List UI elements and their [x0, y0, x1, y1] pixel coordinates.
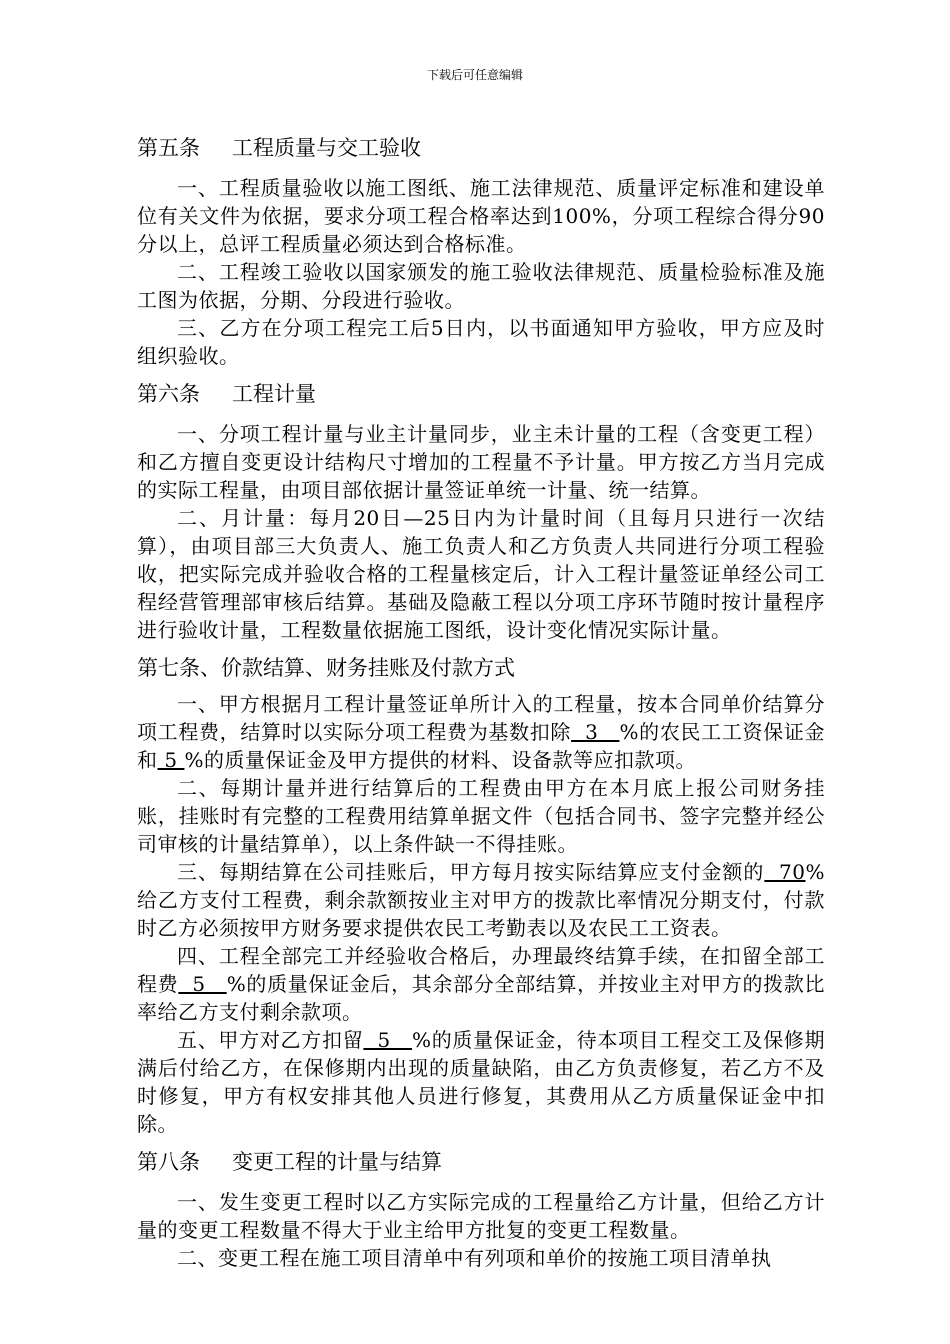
text: 四、工程全部完工并经验收合格后，办理最终结算手续，在扣留全部工程费 [137, 944, 825, 996]
filled-blank: 5 [178, 972, 227, 996]
section-heading [137, 374, 825, 414]
filled-blank: 5 [363, 1028, 412, 1052]
text: %的质量保证金及甲方提供的材料、设备款等应扣款项。 [184, 748, 696, 772]
text: 五、甲方对乙方扣留 [177, 1028, 364, 1052]
section-number: 第五条 [137, 136, 200, 160]
paragraph [137, 1026, 825, 1138]
paragraph: 二、每期计量并进行结算后的工程费由甲方在本月底上报公司财务挂账，挂账时有完整的工程费用结算单据文件（包括合同书、签字完整并经公司审核的计量结算单），以上条件缺一不得挂账。 [137, 776, 825, 856]
filled-blank: 5 [157, 748, 185, 772]
section-7 [137, 648, 825, 1138]
filled-blank: 70 [764, 860, 806, 884]
paragraph: 三、乙方在分项工程完工后5日内，以书面通知甲方验收，甲方应及时组织验收。 [137, 316, 825, 368]
paragraph: 一、分项工程计量与业主计量同步，业主未计量的工程（含变更工程）和乙方擅自变更设计结构尺寸增加的工程量不予计量。甲方按乙方当月完成的实际工程量，由项目部依据计量签证单统一计量、统一结算。 [137, 422, 825, 502]
section-title: 工程计量 [232, 382, 316, 406]
section-heading [137, 128, 825, 168]
section-5 [137, 128, 825, 370]
section-6 [137, 374, 825, 644]
paragraph: 二、工程竣工验收以国家颁发的施工验收法律规范、质量检验标准及施工图为依据，分期、分段进行验收。 [137, 260, 825, 312]
paragraph: 一、发生变更工程时以乙方实际完成的工程量给乙方计量，但给乙方计量的变更工程数量不得大于业主给甲方批复的变更工程数量。 [137, 1190, 825, 1242]
text: %给乙方支付工程费，剩余款额按业主对甲方的拨款比率情况分期支付，付款时乙方必须按甲方财务要求提供农民工考勤表以及农民工工资表。 [137, 860, 825, 940]
paragraph: 二、变更工程在施工项目清单中有列项和单价的按施工项目清单执 [177, 1246, 772, 1270]
section-heading [137, 1142, 825, 1182]
section-title: 工程质量与交工验收 [232, 136, 421, 160]
page-header-note: 下载后可任意编辑 [426, 68, 523, 82]
section-title: 变更工程的计量与结算 [232, 1150, 442, 1174]
section-number: 第八条 [137, 1150, 200, 1174]
text: %的质量保证金后，其余部分全部结算，并按业主对甲方的拨款比率给乙方支付剩余款项。 [137, 972, 825, 1024]
section-number: 第六条 [137, 382, 200, 406]
paragraph: 二、月计量：每月20日—25日内为计量时间（且每月只进行一次结算），由项目部三大负责人、施工负责人和乙方负责人共同进行分项工程验收，把实际完成并验收合格的工程量核定后，计入工程计量签证单经公司工程经营管理部审核后结算。基础及隐蔽工程以分项工序环节随时按计量程序进行验收计量，工程数量依据施工图纸，设计变化情况实际计量。 [137, 506, 825, 642]
paragraph: 一、工程质量验收以施工图纸、施工法律规范、质量评定标准和建设单位有关文件为依据，要求分项工程合格率达到100%，分项工程综合得分90分以上，总评工程质量必须达到合格标准。 [137, 176, 825, 256]
text: %的质量保证金，待本项目工程交工及保修期满后付给乙方，在保修期内出现的质量缺陷，由乙方负责修复，若乙方不及时修复，甲方有权安排其他人员进行修复，其费用从乙方质量保证金中扣除。 [137, 1028, 826, 1136]
paragraph [137, 690, 825, 774]
document-body [137, 128, 825, 1276]
text: 一、甲方根据月工程计量签证单所计入的工程量，按本合同单价结算分项工程费，结算时以实际分项工程费为基数扣除 [137, 692, 825, 744]
paragraph [137, 942, 825, 1026]
text: %的农民工工资保证金和 [137, 720, 826, 772]
filled-blank: 3 [571, 720, 620, 744]
section-8 [137, 1142, 825, 1272]
paragraph [137, 858, 825, 942]
text: 三、每期结算在公司挂账后，甲方每月按实际结算应支付金额的 [177, 860, 765, 884]
section-heading: 第七条、价款结算、财务挂账及付款方式 [137, 656, 515, 680]
